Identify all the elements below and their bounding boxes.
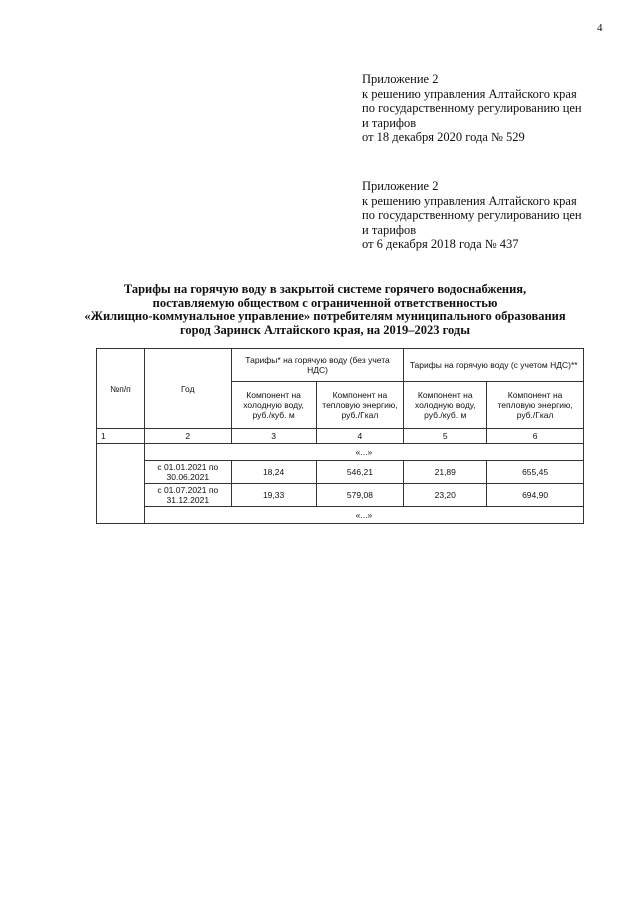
period-cell: с 01.01.2021 по 30.06.2021: [144, 461, 231, 484]
numbering-cell: 1: [97, 429, 145, 444]
value-cell: 694,90: [487, 484, 584, 507]
ellipsis-row: [97, 444, 584, 461]
value-cell: 21,89: [404, 461, 487, 484]
header-group-with-vat: Тарифы на горячую воду (с учетом НДС)**: [404, 349, 584, 382]
header-heat-no-vat: Компонент на тепловую энергию, руб./Гкал: [316, 382, 404, 429]
appendix-line: к решению управления Алтайского края: [362, 86, 577, 101]
ellipsis-cell: «...»: [144, 507, 583, 524]
numbering-cell: 5: [404, 429, 487, 444]
header-year: Год: [144, 349, 231, 429]
table-header-row: [97, 349, 584, 382]
value-cell: 23,20: [404, 484, 487, 507]
title-line: Тарифы на горячую воду в закрытой системе горячего водоснабжения,: [123, 282, 527, 296]
value-cell: 579,08: [316, 484, 404, 507]
value-cell: 19,33: [231, 484, 316, 507]
title-line: город Заринск Алтайского края, на 2019–2023 годы: [179, 322, 471, 337]
ellipsis-cell: «...»: [144, 444, 583, 461]
empty-num-cell: [97, 444, 145, 524]
numbering-cell: 6: [487, 429, 584, 444]
period-cell: с 01.07.2021 по 31.12.2021: [144, 484, 231, 507]
title-line: поставляемую обществом с ограниченной ответственностью: [152, 295, 498, 310]
ellipsis-row: [97, 507, 584, 524]
page-number: 4: [597, 22, 603, 34]
appendix-line: к решению управления Алтайского края: [362, 193, 577, 208]
appendix-line: по государственному регулированию цен: [362, 101, 582, 115]
header-cold-no-vat: Компонент на холодную воду, руб./куб. м: [231, 382, 316, 429]
tariffs-table: [96, 348, 584, 524]
header-num: №п/п: [97, 349, 145, 429]
numbering-row: [97, 429, 584, 444]
header-heat-with-vat: Компонент на тепловую энергию, руб./Гкал: [487, 382, 584, 429]
numbering-cell: 2: [144, 429, 231, 444]
appendix-previous: [362, 179, 612, 252]
numbering-cell: 4: [316, 429, 404, 444]
header-group-no-vat: Тарифы* на горячую воду (без учета НДС): [231, 349, 404, 382]
appendix-line: Приложение 2: [362, 179, 439, 193]
table-row: [97, 484, 584, 507]
appendix-line: и тарифов: [362, 115, 417, 130]
appendix-line: и тарифов: [362, 222, 417, 237]
appendix-line: от 18 декабря 2020 года № 529: [362, 130, 525, 144]
numbering-cell: 3: [231, 429, 316, 444]
header-cold-with-vat: Компонент на холодную воду, руб./куб. м: [404, 382, 487, 429]
value-cell: 18,24: [231, 461, 316, 484]
value-cell: 655,45: [487, 461, 584, 484]
appendix-line: от 6 декабря 2018 года № 437: [362, 237, 519, 251]
document-title: [60, 283, 590, 337]
table-row: [97, 461, 584, 484]
title-line: «Жилищно-коммунальное управление» потребителям муниципального образования: [84, 309, 566, 323]
value-cell: 546,21: [316, 461, 404, 484]
appendix-current: [362, 72, 612, 145]
appendix-line: Приложение 2: [362, 72, 439, 86]
appendix-line: по государственному регулированию цен: [362, 208, 582, 222]
